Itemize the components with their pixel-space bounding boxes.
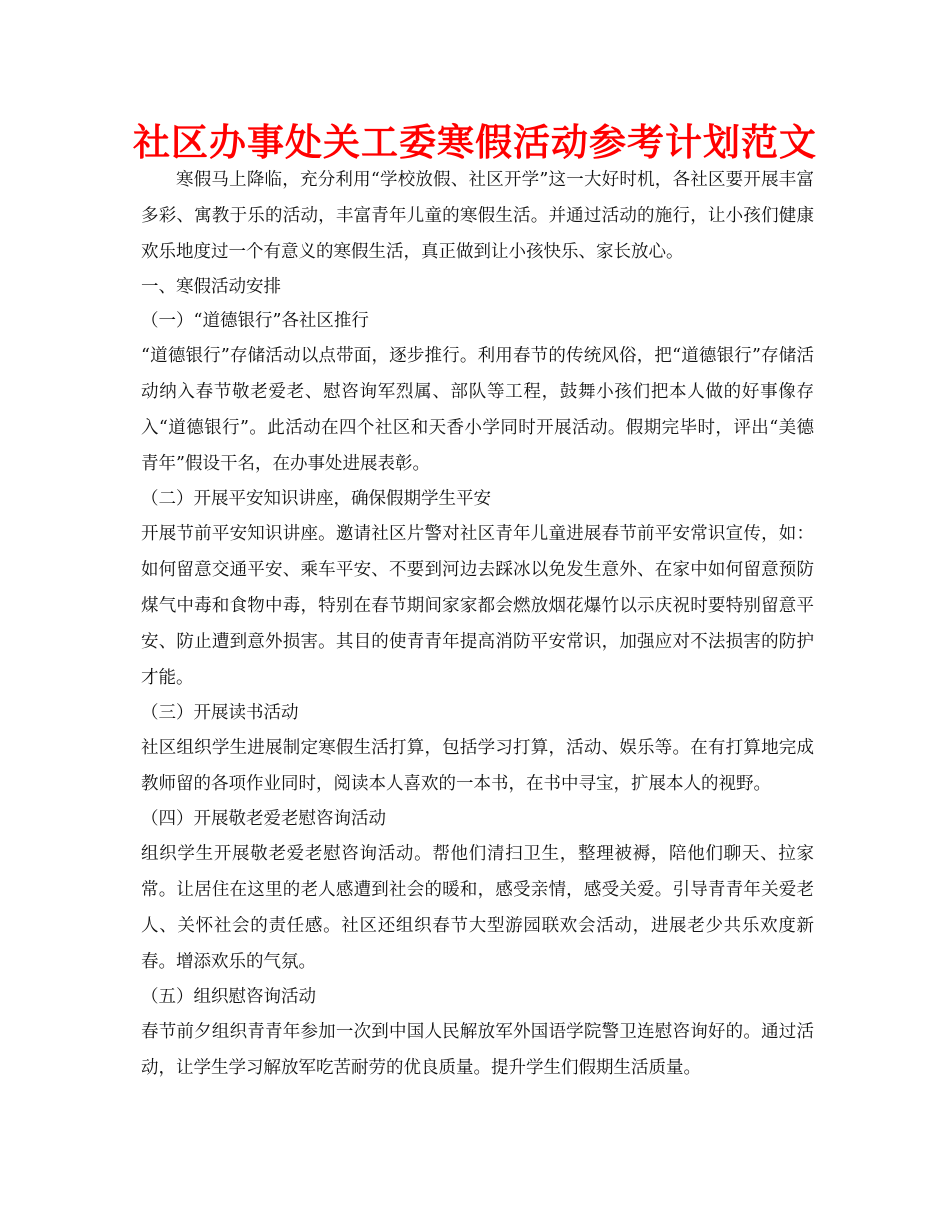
item-heading-1: （一）“道德银行”各社区推行 — [141, 311, 369, 331]
intro-paragraph: 寒假马上降临，充分利用“学校放假、社区开学”这一大好时机，各社区要开展丰富多彩、寓教于乐的活动，丰富青年儿童的寒假生活。并通过活动的施行，让小孩们健康欢乐地度过一个有意义的寒假生活，真正做到让小孩快乐、家长放心。 — [141, 170, 814, 262]
section-heading-1: 一、寒假活动安排 — [141, 277, 281, 297]
item-body-2: 开展节前平安知识讲座。邀请社区片警对社区青年儿童进展春节前平安常识宣传，如：如何留意交通平安、乘车平安、不要到河边去踩冰以免发生意外、在家中如何留意预防煤气中毒和食物中毒，特别在春节期间家家都会燃放烟花爆竹以示庆祝时要特别留意平安、防止遭到意外损害。其目的使青青年提高消防平安常识，加强应对不法损害的防护才能。 — [141, 524, 814, 688]
item-body-5: 春节前夕组织青青年参加一次到中国人民解放军外国语学院警卫连慰咨询好的。通过活动，让学生学习解放军吃苦耐劳的优良质量。提升学生们假期生活质量。 — [141, 1022, 814, 1078]
document-body — [141, 162, 814, 1086]
item-heading-3: （三）开展读书活动 — [141, 703, 299, 723]
item-body-4: 组织学生开展敬老爱老慰咨询活动。帮他们清扫卫生，整理被褥，陪他们聊天、拉家常。让居住在这里的老人感遭到社会的暖和，感受亲情，感受关爱。引导青青年关爱老人、关怀社会的责任感。社区还组织春节大型游园联欢会活动，进展老少共乐欢度新春。增添欢乐的气氛。 — [141, 844, 814, 972]
item-heading-5: （五）组织慰咨询活动 — [141, 987, 316, 1007]
item-heading-4: （四）开展敬老爱老慰咨询活动 — [141, 809, 386, 829]
item-body-1: “道德银行”存储活动以点带面，逐步推行。利用春节的传统风俗，把“道德银行”存储活动纳入春节敬老爱老、慰咨询军烈属、部队等工程，鼓舞小孩们把本人做的好事像存入“道德银行”。此活动在四个社区和天香小学同时开展活动。假期完毕时，评出“美德青年”假设干名，在办事处进展表彰。 — [141, 346, 814, 474]
item-heading-2: （二）开展平安知识讲座，确保假期学生平安 — [141, 489, 491, 509]
document-title: 社区办事处关工委寒假活动参考计划范文 — [133, 121, 817, 164]
item-body-3: 社区组织学生进展制定寒假生活打算，包括学习打算，活动、娱乐等。在有打算地完成教师留的各项作业同时，阅读本人喜欢的一本书，在书中寻宝，扩展本人的视野。 — [141, 738, 814, 794]
